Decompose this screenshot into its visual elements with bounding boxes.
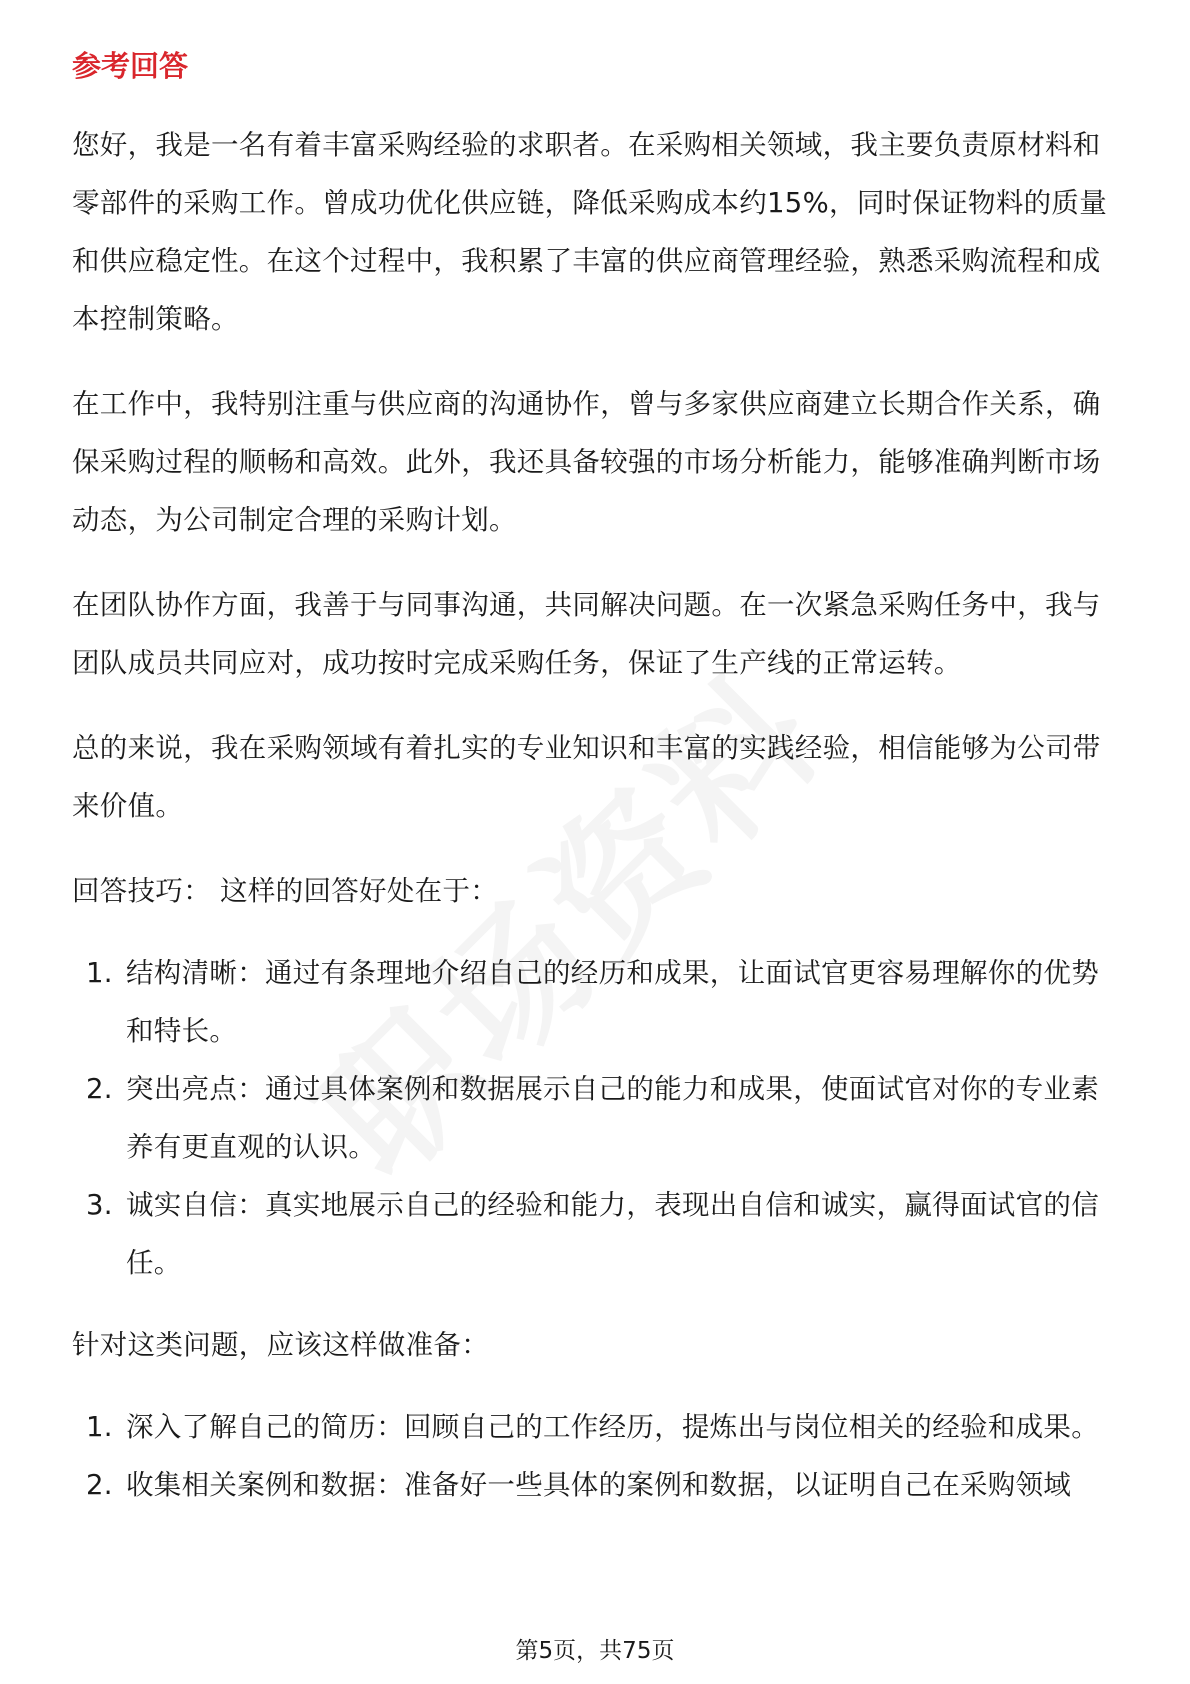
- list-item: [72, 1060, 1118, 1176]
- list-item: [72, 1398, 1118, 1456]
- list-number: 2.: [86, 1073, 113, 1105]
- list-number: 2.: [86, 1469, 113, 1501]
- list-number: 3.: [86, 1189, 113, 1221]
- list-item: [72, 1456, 1118, 1514]
- answer-paragraph-1: 您好，我是一名有着丰富采购经验的求职者。在采购相关领域，我主要负责原材料和零部件的采购工作。曾成功优化供应链，降低采购成本约15%，同时保证物料的质量和供应稳定性。在这个过程中，我积累了丰富的供应商管理经验，熟悉采购流程和成本控制策略。: [72, 129, 1108, 335]
- tips-list: [72, 944, 1118, 1292]
- list-number: 1.: [86, 1411, 113, 1443]
- answer-paragraph-2: 在工作中，我特别注重与供应商的沟通协作，曾与多家供应商建立长期合作关系，确保采购过程的顺畅和高效。此外，我还具备较强的市场分析能力，能够准确判断市场动态，为公司制定合理的采购计划。: [72, 388, 1101, 536]
- prep-intro: 针对这类问题，应该这样做准备：: [72, 1329, 489, 1361]
- list-text: 突出亮点：通过具体案例和数据展示自己的能力和成果，使面试官对你的专业素养有更直观的认识。: [126, 1073, 1099, 1163]
- list-text: 诚实自信：真实地展示自己的经验和能力，表现出自信和诚实，赢得面试官的信任。: [126, 1189, 1099, 1279]
- list-item: [72, 1176, 1118, 1292]
- list-item: [72, 944, 1118, 1060]
- list-text: 结构清晰：通过有条理地介绍自己的经历和成果，让面试官更容易理解你的优势和特长。: [126, 957, 1099, 1047]
- answer-paragraph-4: 总的来说，我在采购领域有着扎实的专业知识和丰富的实践经验，相信能够为公司带来价值。: [72, 732, 1101, 822]
- page-footer: 第5页，共75页: [515, 1638, 675, 1664]
- tips-intro: 回答技巧： 这样的回答好处在于：: [72, 875, 499, 907]
- list-text: 深入了解自己的简历：回顾自己的工作经历，提炼出与岗位相关的经验和成果。: [126, 1411, 1099, 1443]
- answer-paragraph-3: 在团队协作方面，我善于与同事沟通，共同解决问题。在一次紧急采购任务中，我与团队成员共同应对，成功按时完成采购任务，保证了生产线的正常运转。: [72, 589, 1101, 679]
- document-page: [72, 46, 1118, 1538]
- prep-list: [72, 1398, 1118, 1514]
- list-text: 收集相关案例和数据：准备好一些具体的案例和数据，以证明自己在采购领域: [126, 1469, 1072, 1501]
- section-title: 参考回答: [72, 49, 189, 83]
- list-number: 1.: [86, 957, 113, 989]
